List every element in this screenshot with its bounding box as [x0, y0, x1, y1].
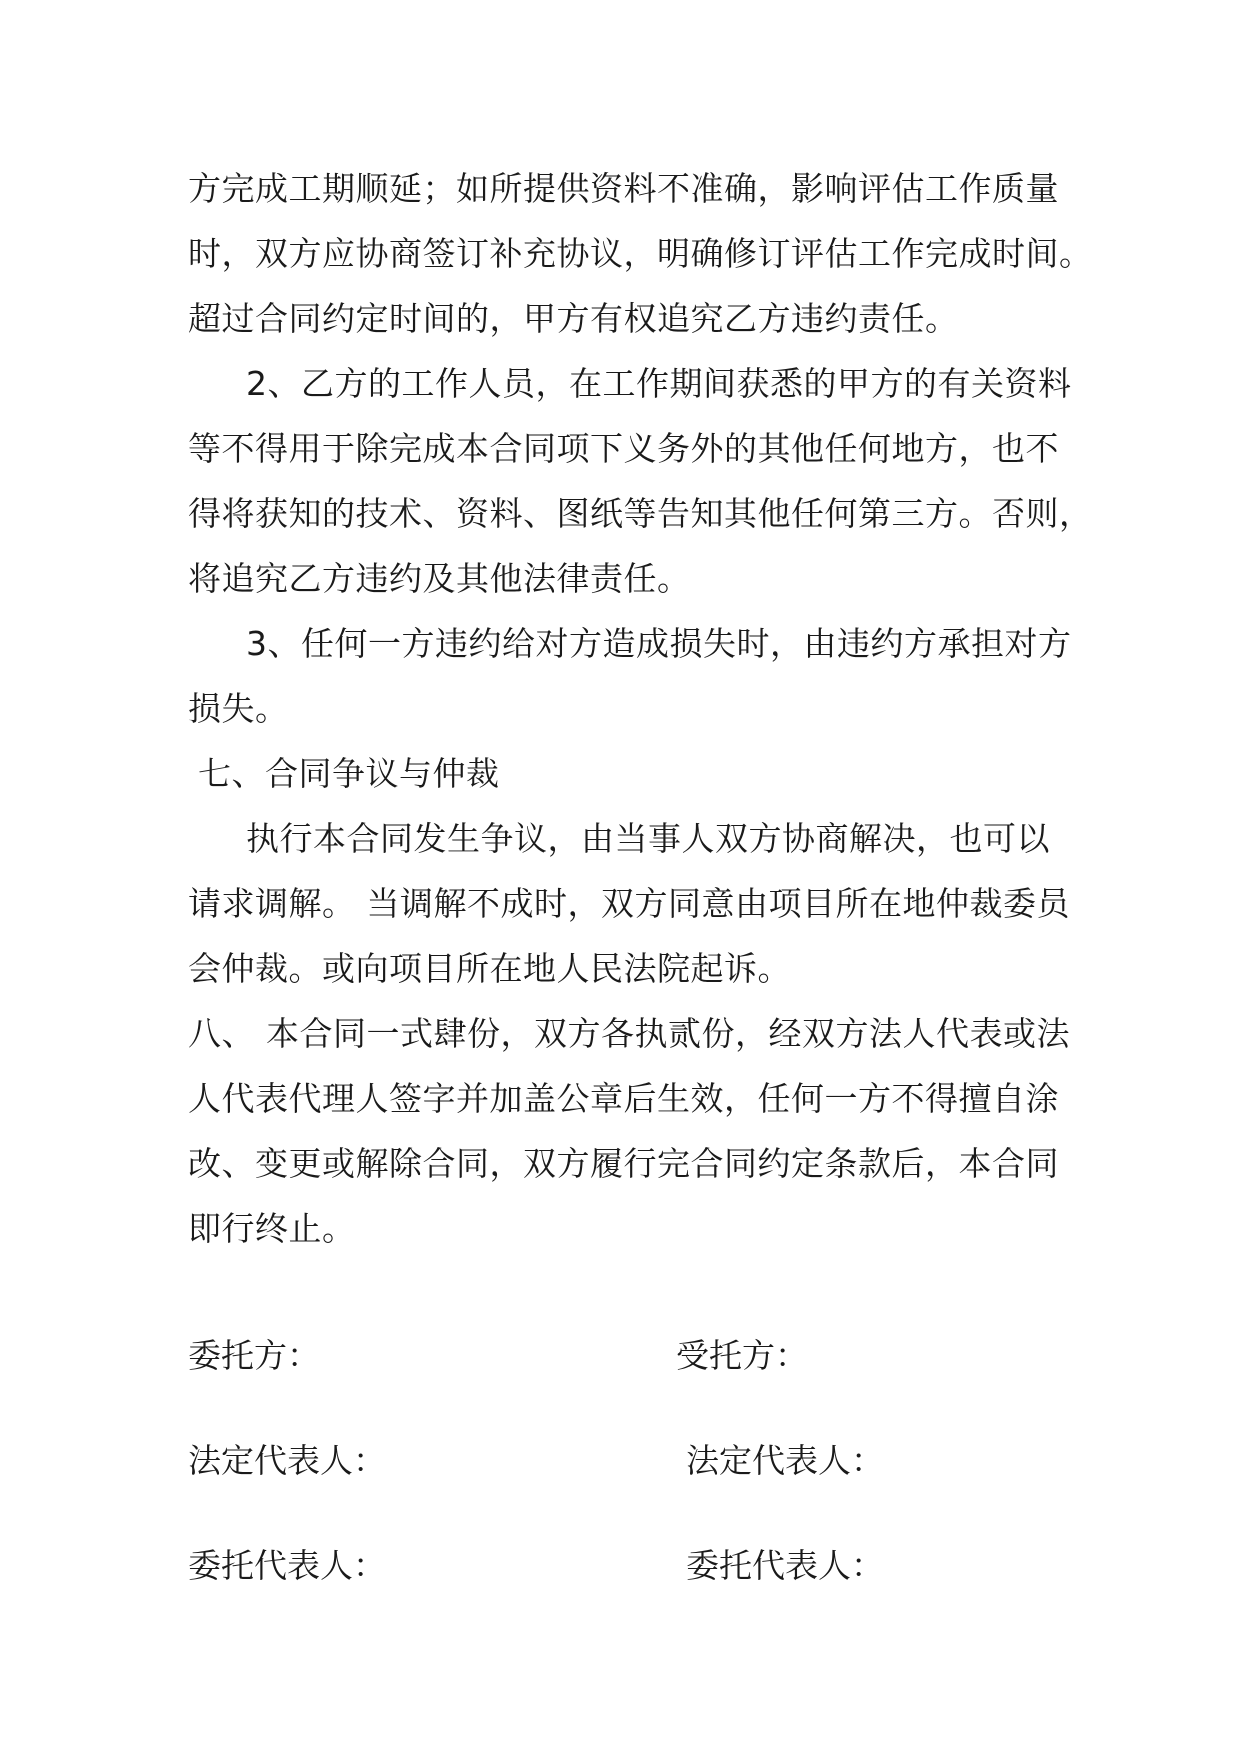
- body-line: 超过合同约定时间的，甲方有权追究乙方违约责任。: [188, 299, 959, 338]
- body-line: 损失。: [188, 689, 289, 728]
- contract-body: [188, 156, 1093, 1261]
- body-line: 会仲裁。或向项目所在地人民法院起诉。: [188, 949, 791, 988]
- section-heading-dispute: 七、合同争议与仲裁: [198, 754, 500, 793]
- body-line: 时，双方应协商签订补充协议，明确修订评估工作完成时间。: [188, 234, 1093, 273]
- clause-2-start: 2、乙方的工作人员，在工作期间获悉的甲方的有关资料: [246, 364, 1072, 403]
- body-line: 即行终止。: [188, 1209, 356, 1248]
- signature-agent-rep-left: 委托代表人：: [188, 1546, 386, 1585]
- body-line: 得将获知的技术、资料、图纸等告知其他任何第三方。否则，: [188, 494, 1093, 533]
- section-eight-start: 八、 本合同一式肆份，双方各执贰份，经双方法人代表或法: [188, 1014, 1070, 1053]
- body-line: 方完成工期顺延；如所提供资料不准确，影响评估工作质量: [188, 169, 1059, 208]
- body-line: 改、变更或解除合同，双方履行完合同约定条款后，本合同: [188, 1144, 1059, 1183]
- signature-legal-rep-left: 法定代表人：: [188, 1441, 386, 1480]
- body-line: 等不得用于除完成本合同项下义务外的其他任何地方，也不: [188, 429, 1059, 468]
- body-line: 人代表代理人签字并加盖公章后生效，任何一方不得擅自涂: [188, 1079, 1059, 1118]
- body-line: 请求调解。 当调解不成时，双方同意由项目所在地仲裁委员: [188, 884, 1070, 923]
- signature-agent-rep-right: 委托代表人：: [686, 1546, 884, 1585]
- dispute-paragraph-start: 执行本合同发生争议，由当事人双方协商解决，也可以: [246, 819, 1050, 858]
- body-line: 将追究乙方违约及其他法律责任。: [188, 559, 691, 598]
- signature-legal-rep-right: 法定代表人：: [686, 1441, 884, 1480]
- signature-principal-left: 委托方：: [188, 1336, 320, 1375]
- clause-3-start: 3、任何一方违约给对方造成损失时，由违约方承担对方: [246, 624, 1072, 663]
- signature-principal-right: 受托方：: [676, 1336, 808, 1375]
